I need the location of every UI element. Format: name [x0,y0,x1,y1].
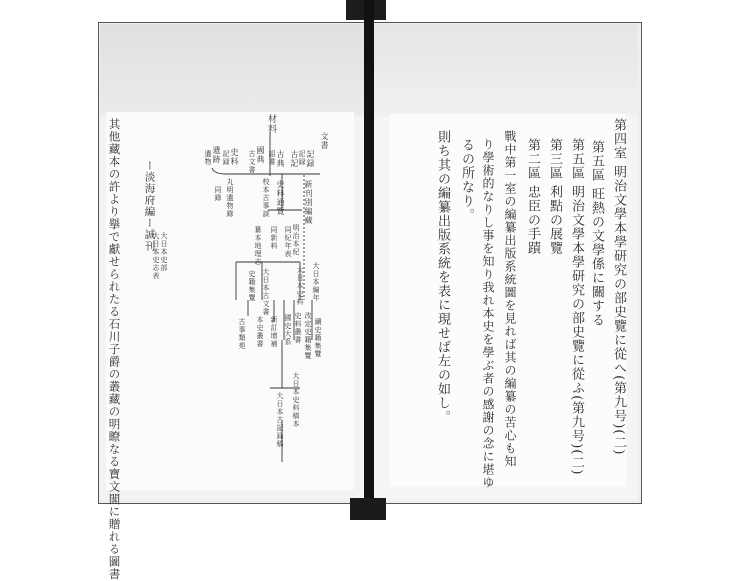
tree-node-g: 同紀年表 [284,226,292,258]
tree-col-label-5: 史料 [230,148,239,166]
tree-col-note-2: 詔書 [268,150,276,166]
tree-node-n: 續史籍集覽 [314,318,322,358]
tree-node-k: 大日本史料 [296,266,304,306]
right-line-5: 第二區 忠臣の手蹟 [525,138,540,256]
tree-node-i: 纂本地理志 [254,226,262,266]
left-closing-line: 其他藏本の許より擧で獻せられたる石川子爵の叢藏の明瞭なる寶文閣に贈れる圖書 [107,118,122,581]
right-line-1: 第四室 明治文學本學研究の部史覽に從へ(第九号)(二) [611,118,626,456]
tree-node-j: 大日本編年 [312,262,320,302]
tree-col-label-6: 遺跡 [212,146,221,164]
tree-node-b: 史料通覽 [276,180,285,216]
tree-node-l: 大日本古文書 [262,268,270,316]
tree-node-t: 古事類苑 [238,318,246,350]
tree-node-s: 本史叢書 [256,316,264,348]
right-line-8: るの所なり。 [459,138,474,222]
tree-col-note-5: 遺物 [204,150,212,166]
right-line-3: 第五區 明治文學本學研究の部史覽に從ふ(第九号)(二) [569,138,584,476]
tree-node-v: 大日本古記録稿 [276,392,284,448]
right-line-2: 第五區 旺熱の文學係に關する [589,140,604,328]
tree-node-o: 改定史籍集覽 [304,312,312,360]
tree-col-label-3: 古典 [276,150,285,168]
tree-node-c: 校本古事談 [262,178,270,218]
right-line-4: 第三區 利點の展覽 [547,138,562,256]
tree-top-right-label: 文書 [320,132,329,150]
tree-node-f: 明治本紀 [292,224,300,256]
tree-col-label-4: 國典 [256,146,265,164]
tree-node-h: 同新料 [270,226,278,250]
tree-col-note-1: 記録 [298,150,306,166]
tree-node-u: 大日本史料稿本 [292,372,300,428]
dedication-note-a: 大日本史部 [160,232,168,272]
tree-col-note-3: 古文書 [248,150,256,174]
tree-top-label: 材料 [266,114,276,134]
tree-node-p: 史料叢書 [294,312,302,344]
tree-node-r: 新訂增補 [270,316,278,348]
tree-col-label-2: 古記 [290,150,299,168]
tree-node-m: 史籍集覽 [248,270,256,302]
dedication-line: ー淡海府編ー誠刊 [143,160,156,252]
tree-node-d: 丸明遺物錄 [226,178,234,218]
tree-col-label-1: 記録 [306,150,315,168]
tree-col-note-4: 記録 [222,150,230,166]
tree-node-a: 新刊別編藏 [304,180,313,225]
dedication-note-b: 大日本史志表 [152,232,160,280]
right-line-6: 戰中第一室の編纂出版系統圖を見れば其の編纂の苦心も知 [503,130,517,468]
right-line-7: り學術的なりし事を知り我れ本史を學ぶ者の感謝の念に堪ゆ [481,138,495,489]
right-line-9: 則ち其の編纂出版系統を表に現せば左の如し。 [435,130,450,424]
tree-node-q: 國史大系 [284,314,292,346]
tree-node-e: 同錄 [214,186,222,202]
